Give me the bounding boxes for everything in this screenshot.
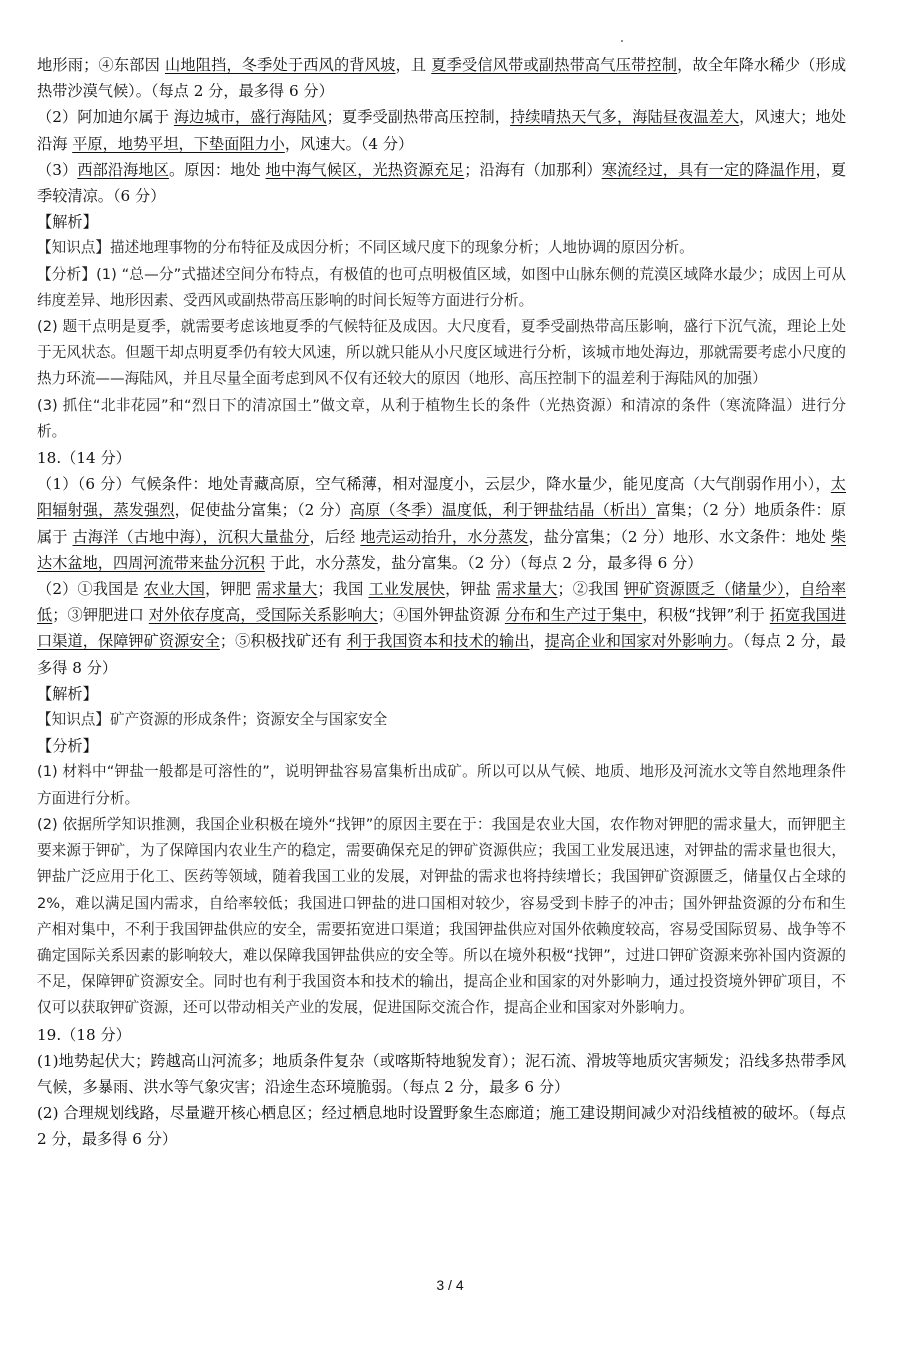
answer-text: 。原因：地处 [168, 160, 266, 179]
answer-text: ；⑤积极找矿还有 [219, 632, 347, 651]
underlined-answer-text: 持续晴热天气多，海陆昼夜温差大 [510, 108, 740, 127]
answer-text: ，且 [395, 56, 432, 74]
underlined-answer-text: 利于我国资本和技术的输出 [346, 632, 530, 651]
answer-text: 地形雨；④东部因 [37, 56, 165, 74]
underlined-answer-text: 农业大国 [143, 580, 206, 599]
answer-text: 【知识点】矿产资源的形成条件；资源安全与国家安全 [37, 711, 388, 729]
paragraph-0 [37, 52, 846, 104]
answer-text: ；③钾肥进口 [52, 606, 149, 625]
underlined-answer-text: 拓宽我国进口渠道，保障钾矿资源安全 [37, 606, 847, 651]
scan-dot [621, 40, 623, 42]
answer-text: ，钾肥 [205, 580, 257, 599]
answer-text: ，盐分富集；（2 分）地形、水文条件：地处 [528, 527, 831, 546]
paragraph-12 [37, 707, 846, 733]
underlined-answer-text: 古海洋（古地中海），沉积大量盐分 [72, 527, 310, 546]
underlined-answer-text: 夏季受信风带或副热带高气压带控制 [431, 56, 678, 74]
page-number: 3 / 4 [436, 1277, 464, 1293]
answer-text: 19.（18 分） [37, 1025, 131, 1044]
underlined-answer-text: 地壳运动抬升，水分蒸发 [360, 527, 529, 546]
answer-text: ， [529, 632, 545, 651]
answer-text: 【解析】 [37, 684, 98, 703]
answer-text: (2) 依据所学知识推测，我国企业积极在境外“找钾”的原因主要在于：我国是农业大国，农作物对钾肥的需求量大，而钾肥主要来源于钾矿，为了保障国内农业生产的稳定，需要确保充足的钾矿资源供应；我国工业发展迅速，对钾盐的需求量也很大，钾盐广泛应用于化工、医药等领域，随着我国工业的发展，对钾盐的需求也将持续增长；我国钾矿资源匮乏，储量仅占全球的 2%，难以满足国内需求，自给率较低；我国进口钾盐的进口国相对较少，容易受到卡脖子的冲击；国外钾盐资源的分布和生产相对集中，不利于我国钾盐供应的安全，需要拓宽进口渠道；我国钾盐供应对国外依赖度较高，容易受国际贸易、战争等不确定国际关系因素的影响较大，难以保障我国钾盐供应的安全等。所以在境外积极“找钾”，过进口钾矿资源来弥补国内资源的不足，保障钾矿资源安全。同时也有利于我国资本和技术的输出，提高企业和国家的对外影响力，通过投资境外钾矿项目，不仅可以获取钾矿资源，还可以带动相关产业的发展，促进国际交流合作，提高企业和国家对外影响力。 [37, 815, 846, 1017]
paragraph-2 [37, 157, 846, 209]
underlined-answer-text: 海边城市，盛行海陆风 [173, 108, 327, 127]
paragraph-6 [37, 314, 846, 393]
paragraph-5 [37, 262, 846, 314]
answer-text: ，风速大。（4 分） [284, 134, 414, 153]
underlined-answer-text: 高原（冬季）温度低，利于钾盐结晶（析出） [349, 501, 656, 520]
answer-text: ，后经 [309, 527, 361, 546]
answer-text: （2）①我国是 [37, 580, 144, 599]
underlined-answer-text: 提高企业和国家对外影响力 [544, 632, 728, 651]
answer-text: ，夏季较清凉。（6 分） [37, 160, 847, 206]
answer-text: ，钾盐 [445, 580, 497, 599]
paragraph-14 [37, 759, 846, 811]
underlined-answer-text: 钾矿资源匮乏（储量少） [623, 580, 785, 599]
answer-text: （3） [37, 160, 78, 179]
answer-text: ，积极“找钾”利于 [642, 606, 770, 625]
answer-text: ， [784, 580, 801, 599]
underlined-answer-text: 需求量大 [496, 580, 558, 599]
underlined-answer-text: 工业发展快 [368, 580, 446, 599]
answer-text: ，故全年降水稀少（形成热带沙漠气候）。（每点 2 分，最多得 6 分） [37, 56, 847, 101]
answer-text: 【分析】 [37, 737, 98, 756]
answer-text: ，促使盐分富集；（2 分） [174, 501, 350, 520]
paragraph-9 [37, 471, 846, 576]
underlined-answer-text: 西部沿海地区 [77, 160, 169, 179]
paragraph-1 [37, 104, 846, 156]
answer-text: ；④国外钾盐资源 [377, 606, 505, 625]
answer-text: 于此，水分蒸发，盐分富集。（2 分）（每点 2 分，最多得 6 分） [264, 553, 703, 572]
answer-text: (1)地势起伏大；跨越高山河流多；地质条件复杂（或喀斯特地貌发育）；泥石流、滑坡等地质灾害频发；沿线多热带季风气候，多暴雨、洪水等气象灾害；沿途生态环境脆弱。（每点 2 分，最多 6 分） [37, 1051, 846, 1096]
paragraph-16 [37, 1022, 846, 1048]
paragraph-13 [37, 733, 846, 759]
paragraph-7 [37, 393, 846, 445]
paragraph-18 [37, 1100, 846, 1152]
underlined-answer-text: 柴达木盆地，四周河流带来盐分沉积 [37, 527, 847, 572]
underlined-answer-text: 自给率低 [37, 580, 847, 625]
underlined-answer-text: 平原，地势平坦，下垫面阻力小 [72, 134, 285, 153]
answer-text: (2) 合理规划线路，尽量避开核心栖息区；经过栖息地时设置野象生态廊道；施工建设期间减少对沿线植被的破坏。（每点 2 分，最多得 6 分） [37, 1104, 846, 1149]
underlined-answer-text: 分布和生产过于集中 [504, 606, 643, 625]
paragraph-17 [37, 1048, 846, 1100]
underlined-answer-text: 地中海气候区，光热资源充足 [265, 160, 465, 179]
answer-text: ；我国 [317, 580, 369, 599]
answer-text: ；夏季受副热带高压控制， [326, 108, 510, 127]
answer-text: （1）（6 分）气候条件：地处青藏高原，空气稀薄，相对湿度小，云层少，降水量少，能见度高（大气削弱作用小）， [37, 475, 831, 494]
answer-text: 富集；（2 分）地质条件：原属于 [37, 501, 847, 546]
answer-text: 【解析】 [37, 213, 98, 232]
answer-text: ；沿海有（加那利） [464, 160, 602, 179]
answer-text: 【分析】(1) “总—分”式描述空间分布特点，有极值的也可点明极值区域，如图中山脉东侧的荒漠区域降水最少；成因上可从纬度差异、地形因素、受西风或副热带高压影响的时间长短等方面进行分析。 [37, 265, 846, 309]
paragraph-15 [37, 812, 846, 1022]
paragraph-11 [37, 681, 846, 707]
underlined-answer-text: 寒流经过，具有一定的降温作用 [601, 160, 816, 179]
answer-text: (1) 材料中“钾盐一般都是可溶性的”，说明钾盐容易富集析出成矿。所以可以从气候、地质、地形及河流水文等自然地理条件方面进行分析。 [37, 763, 846, 807]
underlined-answer-text: 山地阻挡，冬季处于西风的背风坡 [164, 56, 396, 74]
underlined-answer-text: 对外依存度高，受国际关系影响大 [148, 606, 378, 625]
answer-text: 。（每点 2 分，最多得 8 分） [37, 632, 847, 677]
paragraph-8 [37, 445, 846, 471]
answer-text: 18.（14 分） [37, 449, 131, 468]
answer-text: ，风速大；地处沿海 [37, 108, 847, 153]
answer-text: (3) 抓住“北非花园”和“烈日下的清凉国土”做文章，从利于植物生长的条件（光热资源）和清凉的条件（寒流降温）进行分析。 [37, 396, 846, 440]
answer-text: (2) 题干点明是夏季，就需要考虑该地夏季的气候特征及成因。大尺度看，夏季受副热带高压影响，盛行下沉气流，理论上处于无风状态。但题干却点明夏季仍有较大风速，所以就只能从小尺度区域进行分析，该城市地处海边，那就需要考虑小尺度的热力环流——海陆风，并且尽量全面考虑到风不仅有还较大的原因（地形、高压控制下的温差利于海陆风的加强） [37, 318, 846, 388]
answer-text: 【知识点】描述地理事物的分布特征及成因分析；不同区域尺度下的现象分析；人地协调的原因分析。 [37, 239, 694, 257]
underlined-answer-text: 太阳辐射强，蒸发强烈 [37, 475, 846, 520]
paragraph-10 [37, 576, 846, 681]
answer-text: ；②我国 [557, 580, 624, 599]
paragraph-3 [37, 209, 846, 235]
answer-content [37, 52, 846, 1153]
paragraph-4 [37, 235, 846, 261]
answer-text: （2）阿加迪尔属于 [37, 108, 174, 127]
underlined-answer-text: 需求量大 [256, 580, 318, 599]
